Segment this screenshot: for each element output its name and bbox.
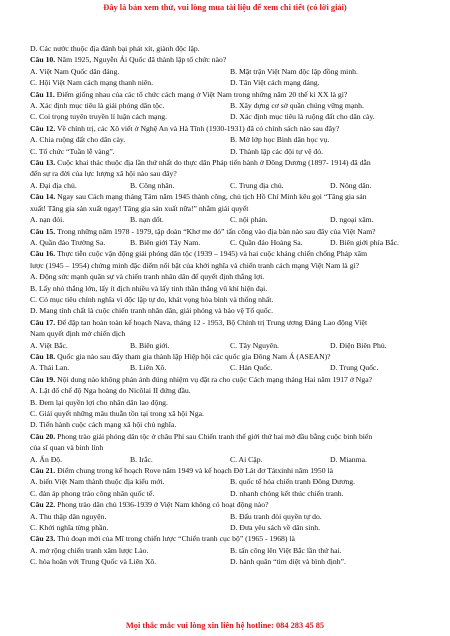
- question-number: Câu 22.: [30, 500, 56, 510]
- question-number: Câu 18.: [30, 351, 56, 361]
- question-number: Câu 20.: [30, 431, 56, 441]
- question-number: Câu 16.: [30, 249, 56, 259]
- question-20: [30, 431, 430, 442]
- option-c: C. hòa hoãn với Trung Quốc và Liên Xô.: [30, 557, 157, 567]
- option-b: B. Mặt trận Việt Nam độc lập đồng minh.: [230, 66, 358, 76]
- options-row: [30, 545, 430, 556]
- option-d: D. nhanh chóng kết thúc chiến tranh.: [230, 488, 344, 498]
- options-row: [30, 180, 430, 191]
- option-b: B. Mở lớp học Bình dân học vụ.: [230, 135, 330, 145]
- option-c: C. Tổ chức “Tuần lễ vàng”.: [30, 146, 115, 156]
- question-number: Câu 19.: [30, 374, 56, 384]
- option-a: A. nạn đói.: [30, 215, 65, 225]
- question-text: Thực tiễn cuộc vận động giải phóng dân tộc (1939 – 1945) và hai cuộc kháng chiến chống Pháp xâm: [55, 249, 368, 259]
- question-10: [30, 54, 430, 65]
- option-b: B. Lấy nhỏ thắng lớn, lấy ít địch nhiều và lấy tinh thần thắng vũ khí hiện đại.: [30, 283, 268, 293]
- option-a: A. Quần đảo Trường Sa.: [30, 237, 106, 247]
- option-c: C. Có mục tiêu chính nghĩa vì độc lập tự do, khát vọng hòa bình và thống nhất.: [30, 294, 274, 304]
- option-c: C. Quần đảo Hoàng Sa.: [230, 237, 303, 247]
- options-row: [30, 340, 430, 351]
- options-row: [30, 476, 430, 487]
- question-text-continued: xuất! Tăng gia sản xuất ngay! Tăng gia sản xuất nữa!” nhằm giải quyết: [30, 203, 249, 213]
- option-a: A. Ấn Độ.: [30, 454, 63, 464]
- option-d: D. hành quân “tìm diệt và bình định”.: [230, 557, 346, 567]
- options-row: [30, 454, 430, 465]
- option-c: C. Trung địa chủ.: [230, 180, 284, 190]
- question-text-continued: Nam quyết định mở chiến dịch: [30, 329, 126, 339]
- option-b: B. Đấu tranh đòi quyền tự do.: [230, 511, 322, 521]
- option-c: C. Giải quyết những mâu thuẫn tồn tại trong xã hội Nga.: [30, 409, 204, 418]
- question-text-continued: của sĩ quan và binh lính: [30, 443, 104, 453]
- question-21: [30, 465, 430, 476]
- question-text: Phong trào giải phóng dân tộc ở châu Phi sau Chiến tranh thế giới thứ hai mở đầu bằng cuộc binh biến: [55, 431, 373, 441]
- question-19: [30, 374, 430, 385]
- question-text: Phong trào dân chủ 1936-1939 ở Việt Nam không có hoạt động nào?: [55, 500, 269, 510]
- option-a: A. Chia ruộng đất cho dân cày.: [30, 135, 126, 145]
- option-c: C. đàn áp phong trào công nhân quốc tế.: [30, 488, 155, 498]
- options-row: [30, 77, 430, 88]
- question-text: Ngay sau Cách mạng tháng Tám năm 1945 thành công, chủ tịch Hồ Chí Minh kêu gọi “Tăng gia sản: [55, 192, 367, 202]
- option-d: D. Tân Việt cách mạng đảng.: [230, 78, 320, 88]
- option-b: B. Irắc.: [130, 454, 153, 464]
- option-a: A. Việt Bắc.: [30, 340, 68, 350]
- option-b: B. Công nhân.: [130, 180, 175, 190]
- question-number: Câu 10.: [30, 55, 56, 65]
- question-15: [30, 226, 430, 237]
- option-a: A. Xác định mục tiêu là giải phóng dân tộc.: [30, 101, 165, 111]
- option-a: A. Đại địa chủ.: [30, 180, 77, 190]
- preview-notice-header: Đây là bản xem thử, vui lòng mua tài liệu để xem chi tiết (có lời giải): [103, 3, 347, 12]
- option-b: B. Biên giới.: [130, 340, 170, 350]
- options-row: [30, 488, 430, 499]
- option-d-previous: D. Các nước thuộc địa đánh bại phát xít, giành độc lập.: [30, 44, 200, 53]
- options-row: [30, 522, 430, 533]
- options-row: [30, 111, 430, 122]
- question-list: [30, 43, 430, 568]
- question-14: [30, 191, 430, 202]
- question-number: Câu 17.: [30, 317, 56, 327]
- option-a: A. Thu thập dân nguyện.: [30, 511, 107, 521]
- question-number: Câu 21.: [30, 466, 56, 476]
- question-text: Năm 1925, Nguyễn Ái Quốc đã thành lập tổ chức nào?: [55, 55, 227, 65]
- option-d: D. Nông dân.: [330, 180, 372, 190]
- option-c: C. Coi trọng tuyên truyền lí luận cách mạng.: [30, 112, 168, 122]
- question-number: Câu 15.: [30, 226, 56, 236]
- option-c: C. Tây Nguyên.: [230, 340, 279, 350]
- options-row: [30, 237, 430, 248]
- hotline-footer: Mọi thắc mắc vui lòng xin liên hệ hotline: 084 283 45 85: [125, 621, 325, 630]
- options-row: [30, 100, 430, 111]
- option-a: A. biến Việt Nam thành thuộc địa kiểu mới.: [30, 477, 165, 487]
- question-22: [30, 499, 430, 510]
- question-text-continued: lược (1945 – 1954) chứng minh đặc điểm nổi bật của khởi nghĩa và chiến tranh cách mạng Việt Nam là gì?: [30, 260, 360, 270]
- option-d: D. Thành lập các đội tự vệ đỏ.: [230, 146, 324, 156]
- question-text: Điểm chung trong kế hoạch Rove năm 1949 và kế hoạch Đờ Lát đơ Tátxinhi năm 1950 là: [55, 466, 334, 476]
- option-d: D. Biên giới phía Bắc.: [330, 237, 399, 247]
- options-row: [30, 66, 430, 77]
- question-text: Điểm giống nhau của các tổ chức cách mạng ở Việt Nam trong những năm 20 thế kỉ XX là gì?: [54, 89, 348, 99]
- options-row: [30, 362, 430, 373]
- option-c: C. Hội Việt Nam cách mạng thanh niên.: [30, 78, 154, 88]
- option-a: A. Thái Lan.: [30, 363, 70, 373]
- option-d: D. Xác định mục tiêu là ruộng đất cho dân cày.: [230, 112, 375, 122]
- question-number: Câu 14.: [30, 192, 56, 202]
- question-text: Thủ đoạn mới của Mĩ trong chiến lược “Chiến tranh cục bộ” (1965 - 1968) là: [55, 534, 295, 544]
- question-17: [30, 317, 430, 328]
- option-a: A. Động sức mạnh quân sự và chiến tranh nhân dân để quyết định thắng lợi.: [30, 272, 265, 282]
- option-d: D. Mang tính chất là cuộc chiến tranh nhân dân, giải phóng và bảo vệ Tổ quốc.: [30, 306, 274, 316]
- question-18: [30, 351, 430, 362]
- option-d: D. Đưa yêu sách về dân sinh.: [230, 523, 320, 533]
- question-text: Cuộc khai thác thuộc địa lần thứ nhất do thực dân Pháp tiến hành ở Đông Dương (1897- 1914) đã dẫn: [55, 158, 371, 168]
- options-row: [30, 146, 430, 157]
- question-11: [30, 89, 430, 100]
- question-13: [30, 157, 430, 168]
- question-number: Câu 12.: [30, 123, 56, 133]
- option-a: A. mở rộng chiến tranh xâm lược Lào.: [30, 545, 149, 555]
- option-d: D. ngoại xâm.: [330, 215, 374, 225]
- options-row: [30, 134, 430, 145]
- option-d: D. Điện Biên Phủ.: [330, 340, 387, 350]
- option-c: C. Ai Cập.: [230, 454, 263, 464]
- question-text: Quốc gia nào sau đây tham gia thành lập Hiệp hội các quốc gia Đông Nam Á (ASEAN)?: [55, 351, 331, 361]
- question-text: Trong những năm 1978 - 1979, tập đoàn “Khơ me đỏ” tấn công vào địa bàn nào sau đây của Việt Nam?: [55, 226, 376, 236]
- option-b: B. Liên Xô.: [130, 363, 167, 373]
- question-text: Để đập tan hoàn toàn kế hoạch Nava, tháng 12 - 1953, Bộ Chính trị Trung ương Đảng Lao động Việt: [55, 317, 368, 327]
- question-23: [30, 533, 430, 544]
- option-b: B. Biên giới Tây Nam.: [130, 237, 201, 247]
- options-row: [30, 511, 430, 522]
- option-d: D. Trung Quốc.: [330, 363, 379, 373]
- option-b: B. Xây dựng cơ sở quần chúng vững mạnh.: [230, 101, 364, 111]
- question-12: [30, 123, 430, 134]
- option-c: C. Khởi nghĩa từng phần.: [30, 523, 109, 533]
- question-text: Về chính trị, các Xô viết ở Nghệ An và Hà Tĩnh (1930-1931) đã có chính sách nào sau đây?: [55, 123, 340, 133]
- option-d: D. Mianma.: [330, 454, 367, 464]
- question-number: Câu 23.: [30, 534, 56, 544]
- question-text: Nội dung nào không phản ánh đúng nhiệm vụ đặt ra cho cuộc Cách mạng tháng Hai năm 1917 ở Nga?: [55, 374, 373, 384]
- option-a: A. Việt Nam Quốc dân đảng.: [30, 66, 120, 76]
- question-16: [30, 248, 430, 259]
- option-b: B. quốc tế hóa chiến tranh Đông Dương.: [230, 477, 356, 487]
- question-number: Câu 11.: [30, 89, 55, 99]
- question-number: Câu 13.: [30, 158, 56, 168]
- option-b: B. nạn dốt.: [130, 215, 164, 225]
- option-a: A. Lật đổ chế độ Nga hoàng do Nicôlai II đứng đầu.: [30, 386, 191, 396]
- option-d: D. Tiến hành cuộc cách mạng xã hội chủ nghĩa.: [30, 420, 177, 430]
- option-c: C. Hàn Quốc.: [230, 363, 273, 373]
- options-row: [30, 214, 430, 225]
- question-text-continued: đến sự ra đời của lực lượng xã hội nào sau đây?: [30, 169, 177, 179]
- option-b: B. Đem lại quyền lợi cho nhân dân lao động.: [30, 397, 168, 407]
- option-b: B. tấn công lên Việt Bắc lần thứ hai.: [230, 545, 342, 555]
- option-c: C. nội phản.: [230, 215, 268, 225]
- options-row: [30, 556, 430, 567]
